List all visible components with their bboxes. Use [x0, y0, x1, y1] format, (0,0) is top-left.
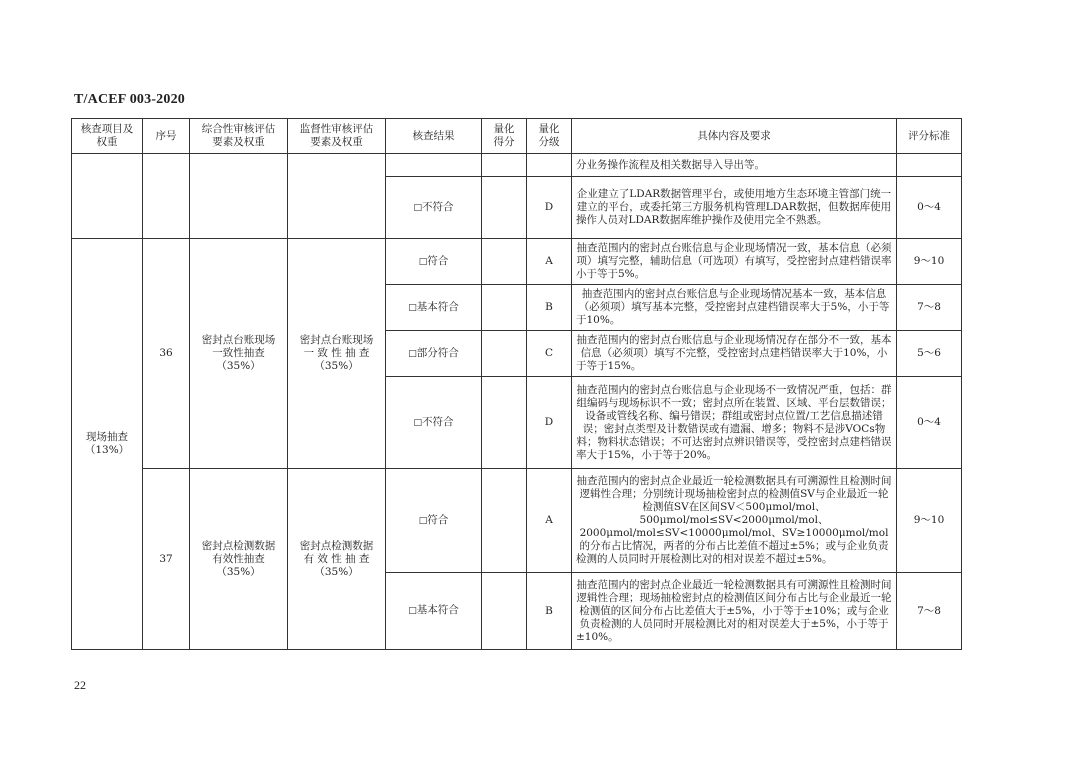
checkbox-icon: □ — [418, 515, 428, 526]
level-cell: A — [527, 239, 572, 285]
criteria-cell: 9～10 — [897, 239, 962, 285]
item-no-cell: 36 — [143, 239, 190, 469]
detail-cell: 抽查范围内的密封点台账信息与企业现场不一致情况严重，包括：群组编码与现场标识不一致；密封点所在装置、区域、平台层数错误；设备或管线名称、编号错误；群组或密封点位置/工艺信息描述错误；密封点类型及计数错误或有遗漏、增多；物料不是涉VOCs物料；物料状态错误；不可达密封点辨识错误等，受控密封点建档错误率大于15%，小于等于20%。 — [572, 377, 897, 469]
criteria-cell: 0～4 — [897, 177, 962, 239]
cell-blank — [386, 154, 482, 177]
col-header-result: 核查结果 — [386, 119, 482, 154]
result-cell: □符合 — [386, 469, 482, 573]
level-cell: A — [527, 469, 572, 573]
section-cell: 现场抽查 （13%） — [72, 239, 143, 650]
criteria-cell: 5～6 — [897, 331, 962, 377]
cell-blank — [527, 154, 572, 177]
col-header-comprehensive: 综合性审核评估 要素及权重 — [190, 119, 288, 154]
table-row — [72, 469, 962, 573]
level-cell: D — [527, 177, 572, 239]
table-row — [72, 239, 962, 285]
detail-cell: 抽查范围内的密封点台账信息与企业现场情况一致，基本信息（必须项）填写完整，辅助信息（可选项）有填写，受控密封点建档错误率小于等于5%。 — [572, 239, 897, 285]
result-cell: □基本符合 — [386, 573, 482, 650]
detail-cell: 抽查范围内的密封点企业最近一轮检测数据具有可溯源性且检测时间逻辑性合理；分别统计现场抽检密封点的检测值SV与企业最近一轮检测值SV在区间SV＜500μmol/mol、500μmol/mol≤SV<2000μmol/mol、2000μmol/mol≤SV<10000μmol/mol、SV≥10000μmol/mol的分布占比情况，两者的分布占比差值不超过±5%；或与企业负责检测的人员同时开展检测比对的相对误差不超过±5%。 — [572, 469, 897, 573]
cell-blank — [482, 154, 527, 177]
criteria-cell: 9～10 — [897, 469, 962, 573]
col-header-quant-score: 量化 得分 — [482, 119, 527, 154]
detail-cell: 抽查范围内的密封点台账信息与企业现场情况存在部分不一致，基本信息（必须项）填写不完整，受控密封点建档错误率大于10%，小于等于15%。 — [572, 331, 897, 377]
comprehensive-cell: 密封点台账现场 一致性抽查 （35%） — [190, 239, 288, 469]
detail-cell: 企业建立了LDAR数据管理平台，或使用地方生态环境主管部门统一建立的平台，或委托第三方服务机构管理LDAR数据，但数据库使用操作人员对LDAR数据库维护操作及使用完全不熟悉。 — [572, 177, 897, 239]
col-header-project: 核查项目及 权重 — [72, 119, 143, 154]
cell-blank — [897, 154, 962, 177]
cell-blank — [72, 154, 143, 239]
detail-cell: 抽查范围内的密封点台账信息与企业现场情况基本一致，基本信息（必须项）填写基本完整，受控密封点建档错误率大于5%，小于等于10%。 — [572, 285, 897, 331]
quant-score-cell — [482, 469, 527, 573]
supervisory-cell: 密封点检测数据 有 效 性 抽 查 （35%） — [288, 469, 386, 650]
page-number: 22 — [74, 678, 86, 692]
quant-score-cell — [482, 239, 527, 285]
col-header-quant-level: 量化 分级 — [527, 119, 572, 154]
level-cell: C — [527, 331, 572, 377]
result-cell: □不符合 — [386, 177, 482, 239]
checkbox-icon: □ — [413, 202, 422, 213]
quant-score-cell — [482, 177, 527, 239]
item-no-cell: 37 — [143, 469, 190, 650]
document-code: T/ACEF 003-2020 — [74, 92, 185, 107]
table-row — [72, 154, 962, 177]
criteria-cell: 7～8 — [897, 285, 962, 331]
result-cell: □部分符合 — [386, 331, 482, 377]
table-header-row — [72, 119, 962, 154]
col-header-supervisory: 监督性审核评估 要素及权重 — [288, 119, 386, 154]
quant-score-cell — [482, 377, 527, 469]
checkbox-icon: □ — [408, 348, 417, 359]
detail-cell: 分业务操作流程及相关数据导入导出等。 — [572, 154, 897, 177]
cell-blank — [190, 154, 288, 239]
comprehensive-cell: 密封点检测数据 有效性抽查 （35%） — [190, 469, 288, 650]
quant-score-cell — [482, 573, 527, 650]
cell-blank — [143, 154, 190, 239]
level-cell: B — [527, 573, 572, 650]
result-cell: □符合 — [386, 239, 482, 285]
level-cell: B — [527, 285, 572, 331]
supervisory-cell: 密封点台账现场 一 致 性 抽 查 （35%） — [288, 239, 386, 469]
quant-score-cell — [482, 285, 527, 331]
criteria-cell: 0～4 — [897, 377, 962, 469]
level-cell: D — [527, 377, 572, 469]
criteria-cell: 7～8 — [897, 573, 962, 650]
col-header-detail: 具体内容及要求 — [572, 119, 897, 154]
evaluation-table — [71, 118, 962, 650]
col-header-no: 序号 — [143, 119, 190, 154]
quant-score-cell — [482, 331, 527, 377]
detail-cell: 抽查范围内的密封点企业最近一轮检测数据具有可溯源性且检测时间逻辑性合理；现场抽检密封点的检测值区间分布占比与企业最近一轮检测值的区间分布占比差值大于±5%，小于等于±10%；或与企业负责检测的人员同时开展检测比对的相对误差大于±5%，小于等于±10%。 — [572, 573, 897, 650]
checkbox-icon: □ — [413, 417, 422, 428]
checkbox-icon: □ — [408, 606, 417, 616]
cell-blank — [288, 154, 386, 239]
result-cell: □基本符合 — [386, 285, 482, 331]
checkbox-icon: □ — [418, 256, 428, 267]
checkbox-icon: □ — [408, 302, 417, 313]
result-cell: □不符合 — [386, 377, 482, 469]
col-header-criteria: 评分标准 — [897, 119, 962, 154]
